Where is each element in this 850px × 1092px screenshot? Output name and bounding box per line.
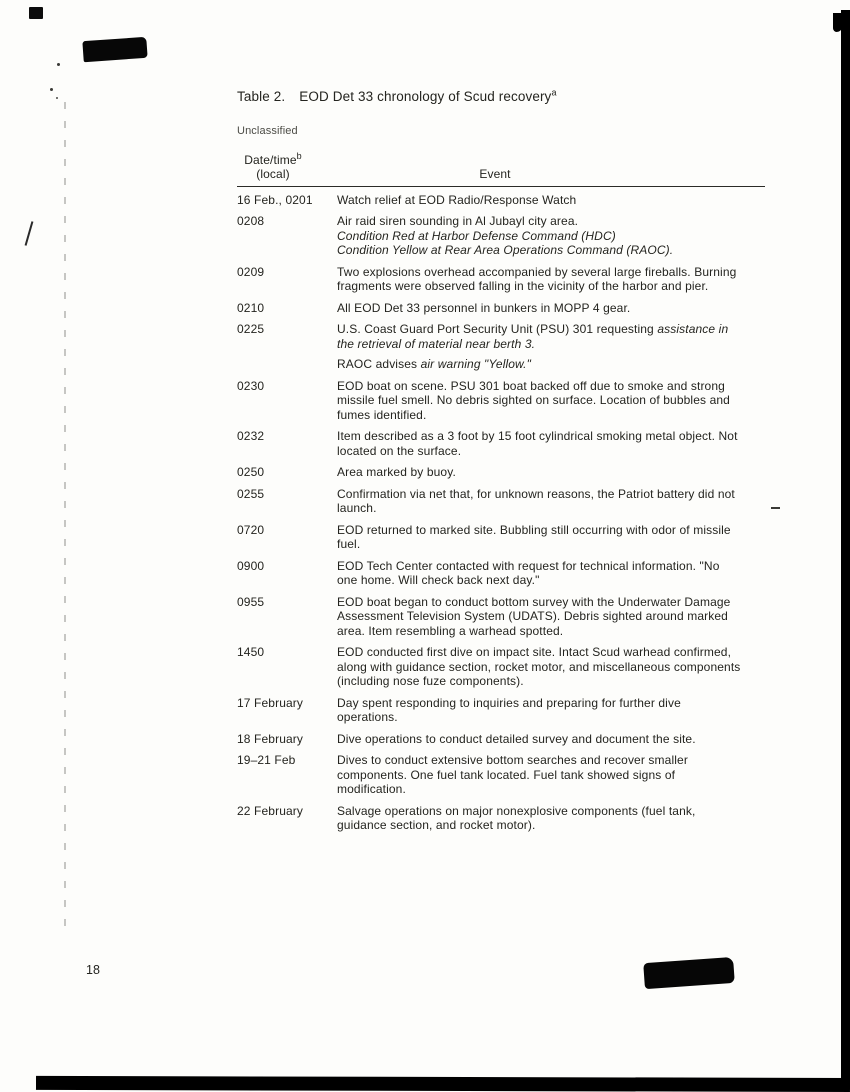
event-paragraph: Dive operations to conduct detailed survey and document the site.	[337, 731, 696, 746]
row-datetime: 0208	[237, 214, 265, 228]
row-datetime: 1450	[237, 645, 265, 659]
row-event	[337, 559, 765, 588]
table-row	[237, 487, 765, 516]
table-row	[237, 301, 765, 316]
column-header-datetime-sub: (local)	[256, 167, 290, 181]
row-event	[337, 732, 765, 747]
table-title-footnote-superscript: a	[551, 87, 557, 98]
column-header-datetime-label: Date/time	[244, 152, 297, 167]
table-row	[237, 523, 765, 552]
table-row	[237, 696, 765, 725]
event-paragraph: Condition Yellow at Rear Area Operations Command (RAOC).	[337, 243, 674, 257]
table-row	[237, 322, 765, 372]
row-datetime: 19–21 Feb	[237, 753, 296, 767]
table-row	[237, 193, 765, 208]
row-event	[337, 429, 765, 458]
table-row	[237, 732, 765, 747]
row-datetime: 0210	[237, 300, 265, 315]
redaction-mark-bottom-right	[643, 957, 735, 989]
scan-speck	[56, 97, 58, 99]
event-paragraph: Dives to conduct extensive bottom searches and recover smaller components. One fuel tank located. Fuel tank showed signs of modification.	[337, 753, 688, 796]
row-datetime: 0720	[237, 522, 265, 537]
row-event	[337, 645, 765, 689]
row-datetime: 22 February	[237, 803, 304, 818]
row-event	[337, 379, 765, 423]
event-paragraph: RAOC advises air warning "Yellow."	[337, 357, 532, 371]
scan-dash-mark	[771, 507, 780, 509]
row-datetime: 0900	[237, 558, 265, 573]
table-header-rule	[237, 186, 765, 187]
column-header-datetime	[237, 150, 337, 182]
row-datetime: 0209	[237, 264, 265, 279]
event-paragraph: EOD returned to marked site. Bubbling still occurring with odor of missile fuel.	[337, 522, 731, 551]
row-event	[337, 753, 765, 797]
row-datetime: 18 February	[237, 731, 304, 746]
redaction-mark-top-left	[82, 37, 147, 62]
scan-edge-bar-bottom	[36, 1076, 850, 1092]
row-event	[337, 301, 765, 316]
row-event	[337, 465, 765, 480]
row-event	[337, 322, 765, 372]
event-paragraph: Air raid siren sounding in Al Jubayl city area.	[337, 214, 579, 228]
table-rows	[237, 193, 765, 833]
event-paragraph: Area marked by buoy.	[337, 465, 456, 479]
row-datetime: 0225	[237, 322, 265, 336]
row-event	[337, 214, 765, 258]
row-datetime: 16 Feb., 0201	[237, 192, 313, 207]
table-title-label: Table 2.	[237, 89, 286, 104]
row-event	[337, 523, 765, 552]
row-datetime: 0230	[237, 378, 265, 393]
event-paragraph: Item described as a 3 foot by 15 foot cylindrical smoking metal object. Not located on the surface.	[337, 429, 738, 458]
event-paragraph: Condition Red at Harbor Defense Command (HDC)	[337, 228, 616, 243]
row-datetime: 0232	[237, 429, 265, 443]
column-header-event: Event	[479, 167, 511, 181]
row-datetime: 0250	[237, 465, 265, 479]
table-row	[237, 429, 765, 458]
event-paragraph: EOD conducted first dive on impact site. Intact Scud warhead confirmed, along with guidance section, rocket motor, and miscellaneous components (including nose fuze components).	[337, 645, 741, 688]
event-paragraph: EOD boat on scene. PSU 301 boat backed off due to smoke and strong missile fuel smell. No debris sighted on surface. Location of bubbles and fumes identified.	[337, 378, 730, 422]
event-paragraph: Watch relief at EOD Radio/Response Watch	[337, 192, 577, 207]
table-row	[237, 265, 765, 294]
scan-edge-bar-right	[841, 10, 850, 1078]
chronology-table	[237, 150, 765, 833]
event-paragraph: Confirmation via net that, for unknown reasons, the Patriot battery did not launch.	[337, 486, 735, 515]
row-event	[337, 804, 765, 833]
table-row	[237, 379, 765, 423]
table-title-text: EOD Det 33 chronology of Scud recovery	[299, 89, 552, 104]
event-paragraph: EOD Tech Center contacted with request for technical information. "No one home. Will check back next day."	[337, 558, 720, 587]
event-paragraph: Salvage operations on major nonexplosive components (fuel tank, guidance section, and rocket motor).	[337, 803, 696, 832]
row-datetime: 0255	[237, 486, 265, 501]
page-number: 18	[86, 963, 100, 977]
table-header-row	[237, 150, 765, 182]
event-paragraph: EOD boat began to conduct bottom survey with the Underwater Damage Assessment Television System (UDATS). Debris sighted around marked area. Item resembling a warhead spotted.	[337, 594, 731, 638]
row-event	[337, 265, 765, 294]
table-row	[237, 559, 765, 588]
row-event	[337, 487, 765, 516]
event-paragraph: Two explosions overhead accompanied by several large fireballs. Burning fragments were observed falling in the vicinity of the harbor and pier.	[337, 264, 737, 293]
scan-speck	[57, 63, 60, 66]
event-paragraph: U.S. Coast Guard Port Security Unit (PSU) 301 requesting assistance in the retrieval of material near berth 3.	[337, 322, 729, 351]
table-title	[237, 88, 765, 105]
row-datetime: 0955	[237, 594, 265, 609]
scan-speck	[50, 88, 53, 91]
row-event	[337, 595, 765, 639]
table-row	[237, 465, 765, 480]
scan-corner-mark-top-left	[29, 7, 43, 19]
event-paragraph: Day spent responding to inquiries and preparing for further dive operations.	[337, 695, 681, 724]
table-row	[237, 645, 765, 689]
event-paragraph: All EOD Det 33 personnel in bunkers in MOPP 4 gear.	[337, 300, 631, 315]
row-event	[337, 193, 765, 208]
table-row	[237, 753, 765, 797]
table-row	[237, 804, 765, 833]
row-event	[337, 696, 765, 725]
table-row	[237, 214, 765, 258]
classification-label: Unclassified	[237, 125, 298, 137]
document-content	[237, 88, 765, 840]
table-row	[237, 595, 765, 639]
row-datetime: 17 February	[237, 695, 304, 710]
column-header-footnote-superscript: b	[296, 150, 302, 161]
scan-fold-line	[64, 102, 66, 934]
scan-slash-mark	[25, 221, 34, 246]
